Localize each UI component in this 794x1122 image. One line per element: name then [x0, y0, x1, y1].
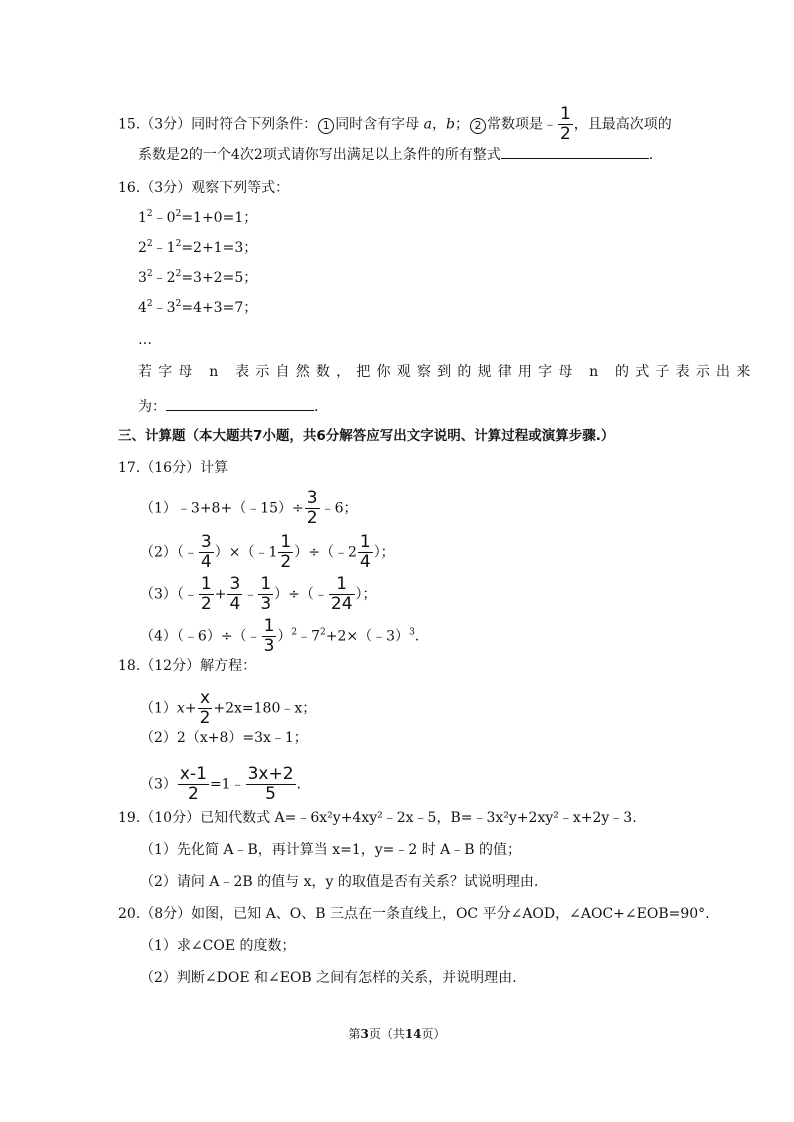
fraction: $\frac{1}{3}$ [263, 616, 275, 656]
question-16: 16.（3分）观察下列等式： [118, 180, 290, 196]
fraction: $\frac{1}{2}$ [559, 104, 571, 144]
q17-part-2: （2）（﹣ $\frac{3}{4}$ ）×（﹣1 $\frac{1}{2}$ ）÷（﹣2 $\frac{1}{4}$ ）； [140, 532, 395, 572]
q17-number: 17. [118, 460, 141, 476]
ellipsis: … [138, 332, 152, 348]
q16-number: 16. [118, 180, 141, 196]
q18-part-1: （1）x+ $\frac{x}{2}$ +2x=180﹣x； [140, 688, 317, 728]
fraction: $\frac{3}{2}$ [306, 488, 318, 528]
section-heading: 三、计算题（本大题共7小题，共6分解答应写出文字说明、计算过程或演算步骤.） [118, 428, 615, 444]
q18-part-3: （3） $\frac{x-1}{2}$ =1﹣ $\frac{3x+2}{5}$ . [140, 764, 301, 804]
q19-part-1: （1）先化简 A﹣B，再计算当 x=1，y=﹣2 时 A﹣B 的值； [140, 842, 522, 858]
fraction: $\frac{3}{4}$ [229, 574, 241, 614]
fraction: $\frac{3}{4}$ [200, 532, 212, 572]
question-16-task: 若字母 n 表示自然数，把你观察到的规律用字母 n 的式子表示出来 [138, 364, 757, 380]
q20-part-2: （2）判断∠DOE 和∠EOB 之间有怎样的关系，并说明理由. [140, 970, 517, 986]
question-17: 17.（16分）计算 [118, 460, 229, 476]
circled-1-icon: 1 [318, 118, 334, 134]
q15-number: 15. [118, 116, 141, 133]
q18-number: 18. [118, 658, 141, 674]
fraction: $\frac{1}{2}$ [280, 532, 292, 572]
fraction: $\frac{1}{2}$ [200, 574, 212, 614]
fraction: $\frac{x}{2}$ [199, 688, 211, 728]
q18-part-2: （2）2（x+8）=3x﹣1； [140, 730, 308, 746]
fraction: $\frac{1}{24}$ [330, 574, 353, 614]
equation-3: $3^2﹣2^2=3+2=5$； [138, 269, 258, 286]
question-16-answer: 为： . [138, 396, 318, 417]
answer-blank[interactable] [166, 396, 314, 411]
answer-blank[interactable] [501, 144, 649, 159]
q17-part-3: （3）（﹣ $\frac{1}{2}$ + $\frac{3}{4}$ ﹣ $\frac{1}{3}$ ）÷（﹣ $\frac{1}{24}$ ）； [140, 574, 377, 614]
question-20: 20.（8分）如图，已知 A、O、B 三点在一条直线上，OC 平分∠AOD，∠AOC+∠EOB=90°. [118, 906, 710, 922]
q19-part-2: （2）请问 A﹣2B 的值与 x，y 的取值是否有关系？试说明理由. [140, 874, 539, 890]
q20-number: 20. [118, 906, 141, 922]
question-15: 15.（3分）同时符合下列条件： 1 同时含有字母 a，b； 2 常数项是﹣ $\frac{1}{2}$ ，且最高次项的 [118, 104, 672, 144]
q19-number: 19. [118, 810, 141, 826]
circled-2-icon: 2 [470, 118, 486, 134]
q20-part-1: （1）求∠COE 的度数； [140, 938, 296, 954]
equation-1: $1^2﹣0^2=1+0=1$； [138, 209, 258, 226]
fraction: $\frac{3x+2}{5}$ [247, 764, 294, 804]
fraction: $\frac{1}{3}$ [260, 574, 272, 614]
q17-part-1: （1）﹣3+8+（﹣15）÷ $\frac{3}{2}$ ﹣6； [140, 488, 358, 528]
question-15-line-2: 系数是2的一个4次2项式请你写出满足以上条件的所有整式 . [138, 144, 653, 165]
equation-2: $2^2﹣1^2=2+1=3$； [138, 239, 258, 256]
question-19: 19.（10分）已知代数式 A=﹣6x²y+4xy²﹣2x﹣5，B=﹣3x²y+2xy²﹣x+2y﹣3. [118, 810, 637, 826]
q17-part-4: （4）（﹣6）÷（﹣ $\frac{1}{3}$ ）$^2﹣7^2+2\times(﹣3)^3$. [140, 616, 420, 656]
page-footer: 第3页（共14页） [348, 1027, 446, 1041]
fraction: $\frac{1}{4}$ [359, 532, 371, 572]
fraction: $\frac{x-1}{2}$ [179, 764, 207, 804]
question-18: 18.（12分）解方程： [118, 658, 257, 674]
equation-4: $4^2﹣3^2=4+3=7$； [138, 299, 258, 316]
